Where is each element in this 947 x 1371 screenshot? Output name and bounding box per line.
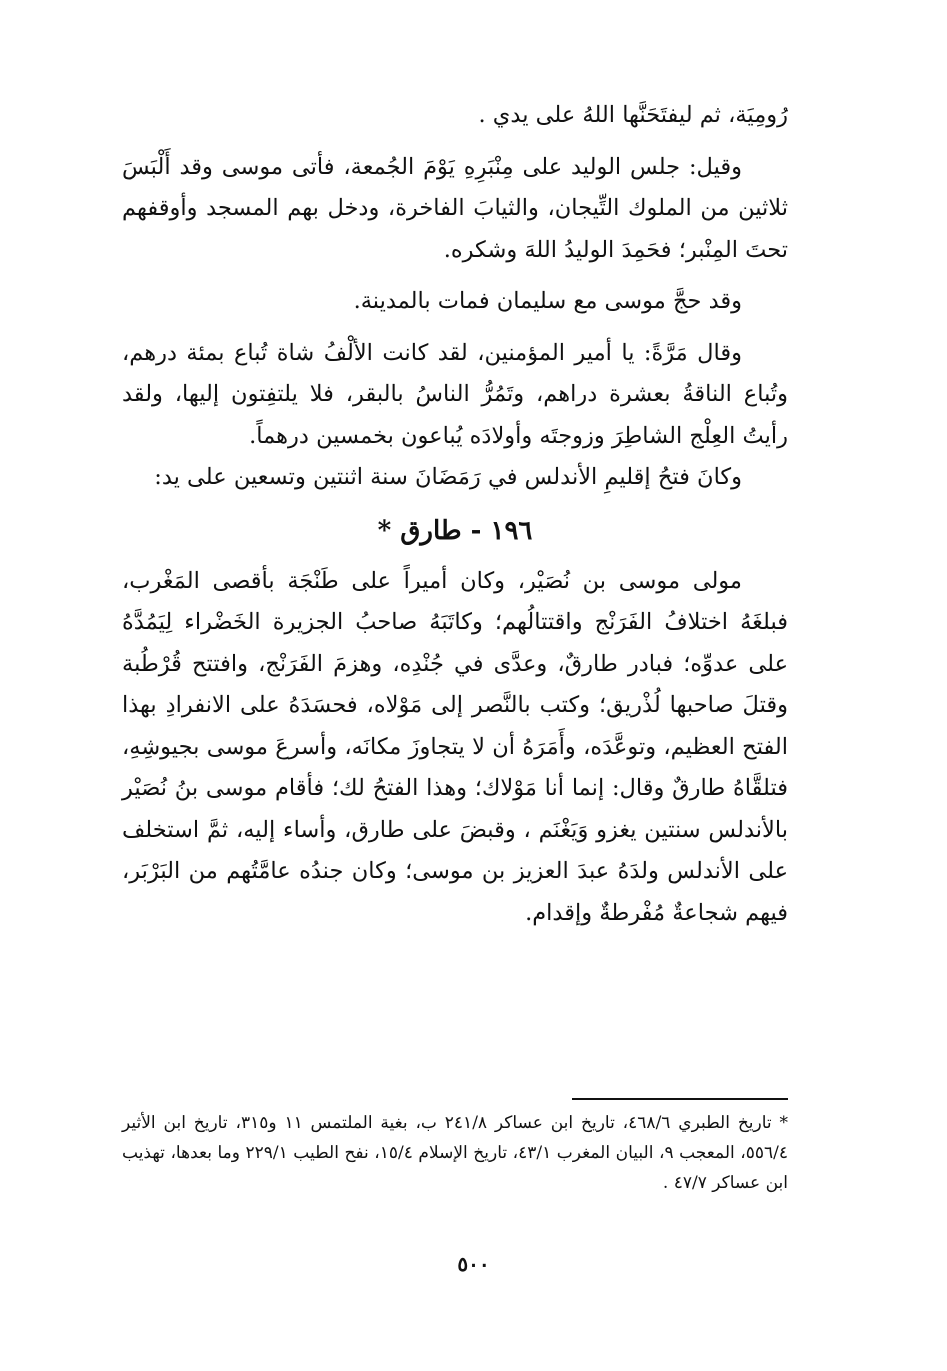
paragraph-hajj: وقد حجَّ موسى مع سليمان فمات بالمدينة. — [353, 288, 742, 314]
paragraph-continuation: رُومِيَة، ثم ليفتَحَنَّها اللهُ على يدي . — [478, 102, 788, 128]
paragraph-minbar: وقيل: جلس الوليد على مِنْبَرِهِ يَوْمَ الجُمعة، فأتى موسى وقد أَلْبَسَ ثلاثين من الملوك التِّيجان، والثيابَ الفاخرة، ودخل بهم المسجد وأوقفهم تحتَ المِنْبر؛ فحَمِدَ الوليدُ اللهَ وشكره. — [122, 153, 788, 263]
footnote — [122, 1108, 788, 1198]
page-number: ٥٠٠ — [457, 1252, 490, 1276]
footnote-divider — [572, 1098, 788, 1100]
paragraph-andalus-conquest: وكانَ فتحُ إقليمِ الأندلس في رَمَضَانَ سنة اثنتين وتسعين على يد: — [154, 464, 742, 490]
spacer — [122, 137, 788, 147]
paragraph-prices: وقال مَرَّةً: يا أمير المؤمنين، لقد كانت الألْفُ شاة تُباع بمئة درهم، وتُباع الناقةُ بعشرة دراهم، وتَمُرُّ الناسُ بالبقر، فلا يلتفِتون إليها، ولقد رأيتُ العِلْج الشاطِرَ وزوجتَه وأولادَه يُباعون بخمسين درهماً. — [122, 339, 788, 449]
spacer — [122, 323, 788, 333]
section-heading: ١٩٦ - طارق * — [377, 515, 533, 546]
spacer — [122, 271, 788, 281]
footnote-text: * تاريخ الطبري ٤٦٨/٦، تاريخ ابن عساكر ٢٤١/٨ ب، بغية الملتمس ١١ و٣١٥، تاريخ ابن الأثير ٥٥٦/٤، المعجب ٩، البيان المغرب ٤٣/١، تاريخ الإسلام ١٥/٤، نفح الطيب ٢٢٩/١ وما بعدها، تهذيب ابن عساكر ٤٧/٧ . — [122, 1113, 788, 1193]
page-body — [122, 95, 788, 934]
paragraph-tariq-biography: مولى موسى بن نُصَيْر، وكان أميراً على طَنْجَة بأقصى المَغْرب، فبلغَهُ اختلافُ الفَرَنْج واقتتالُهم؛ وكاتَبَهُ صاحبُ الجزيرة الخَضْراء لِيَمُدَّهُ على عدوِّه؛ فبادر طارقٌ، وعدَّى في جُنْدِه، وهزمَ الفَرَنْج، وافتتح قُرْطُبة وقتلَ صاحبها لُذْريق؛ وكتب بالنَّصر إلى مَوْلاه، فحسَدَهُ على الانفرادِ بهذا الفتح العظيم، وتوعَّدَه، وأَمَرَهُ أن لا يتجاوزَ مكانَه، وأسرعَ موسى بجيوشِهِ، فتلقَّاهُ طارقٌ وقال: إنما أنا مَوْلاك؛ وهذا الفتحُ لك؛ فأقام موسى بنُ نُصَيْر بالأندلس سنتين يغزو وَيَغْنَم ، وقبضَ على طارق، وأساء إليه، ثمَّ استخلف على الأندلس ولدَهُ عبدَ العزيز بن موسى؛ وكان جندُه عامَّتُهم من البَرْبَر، فيهم شجاعةٌ مُفْرطةٌ وإقدام. — [122, 567, 788, 926]
